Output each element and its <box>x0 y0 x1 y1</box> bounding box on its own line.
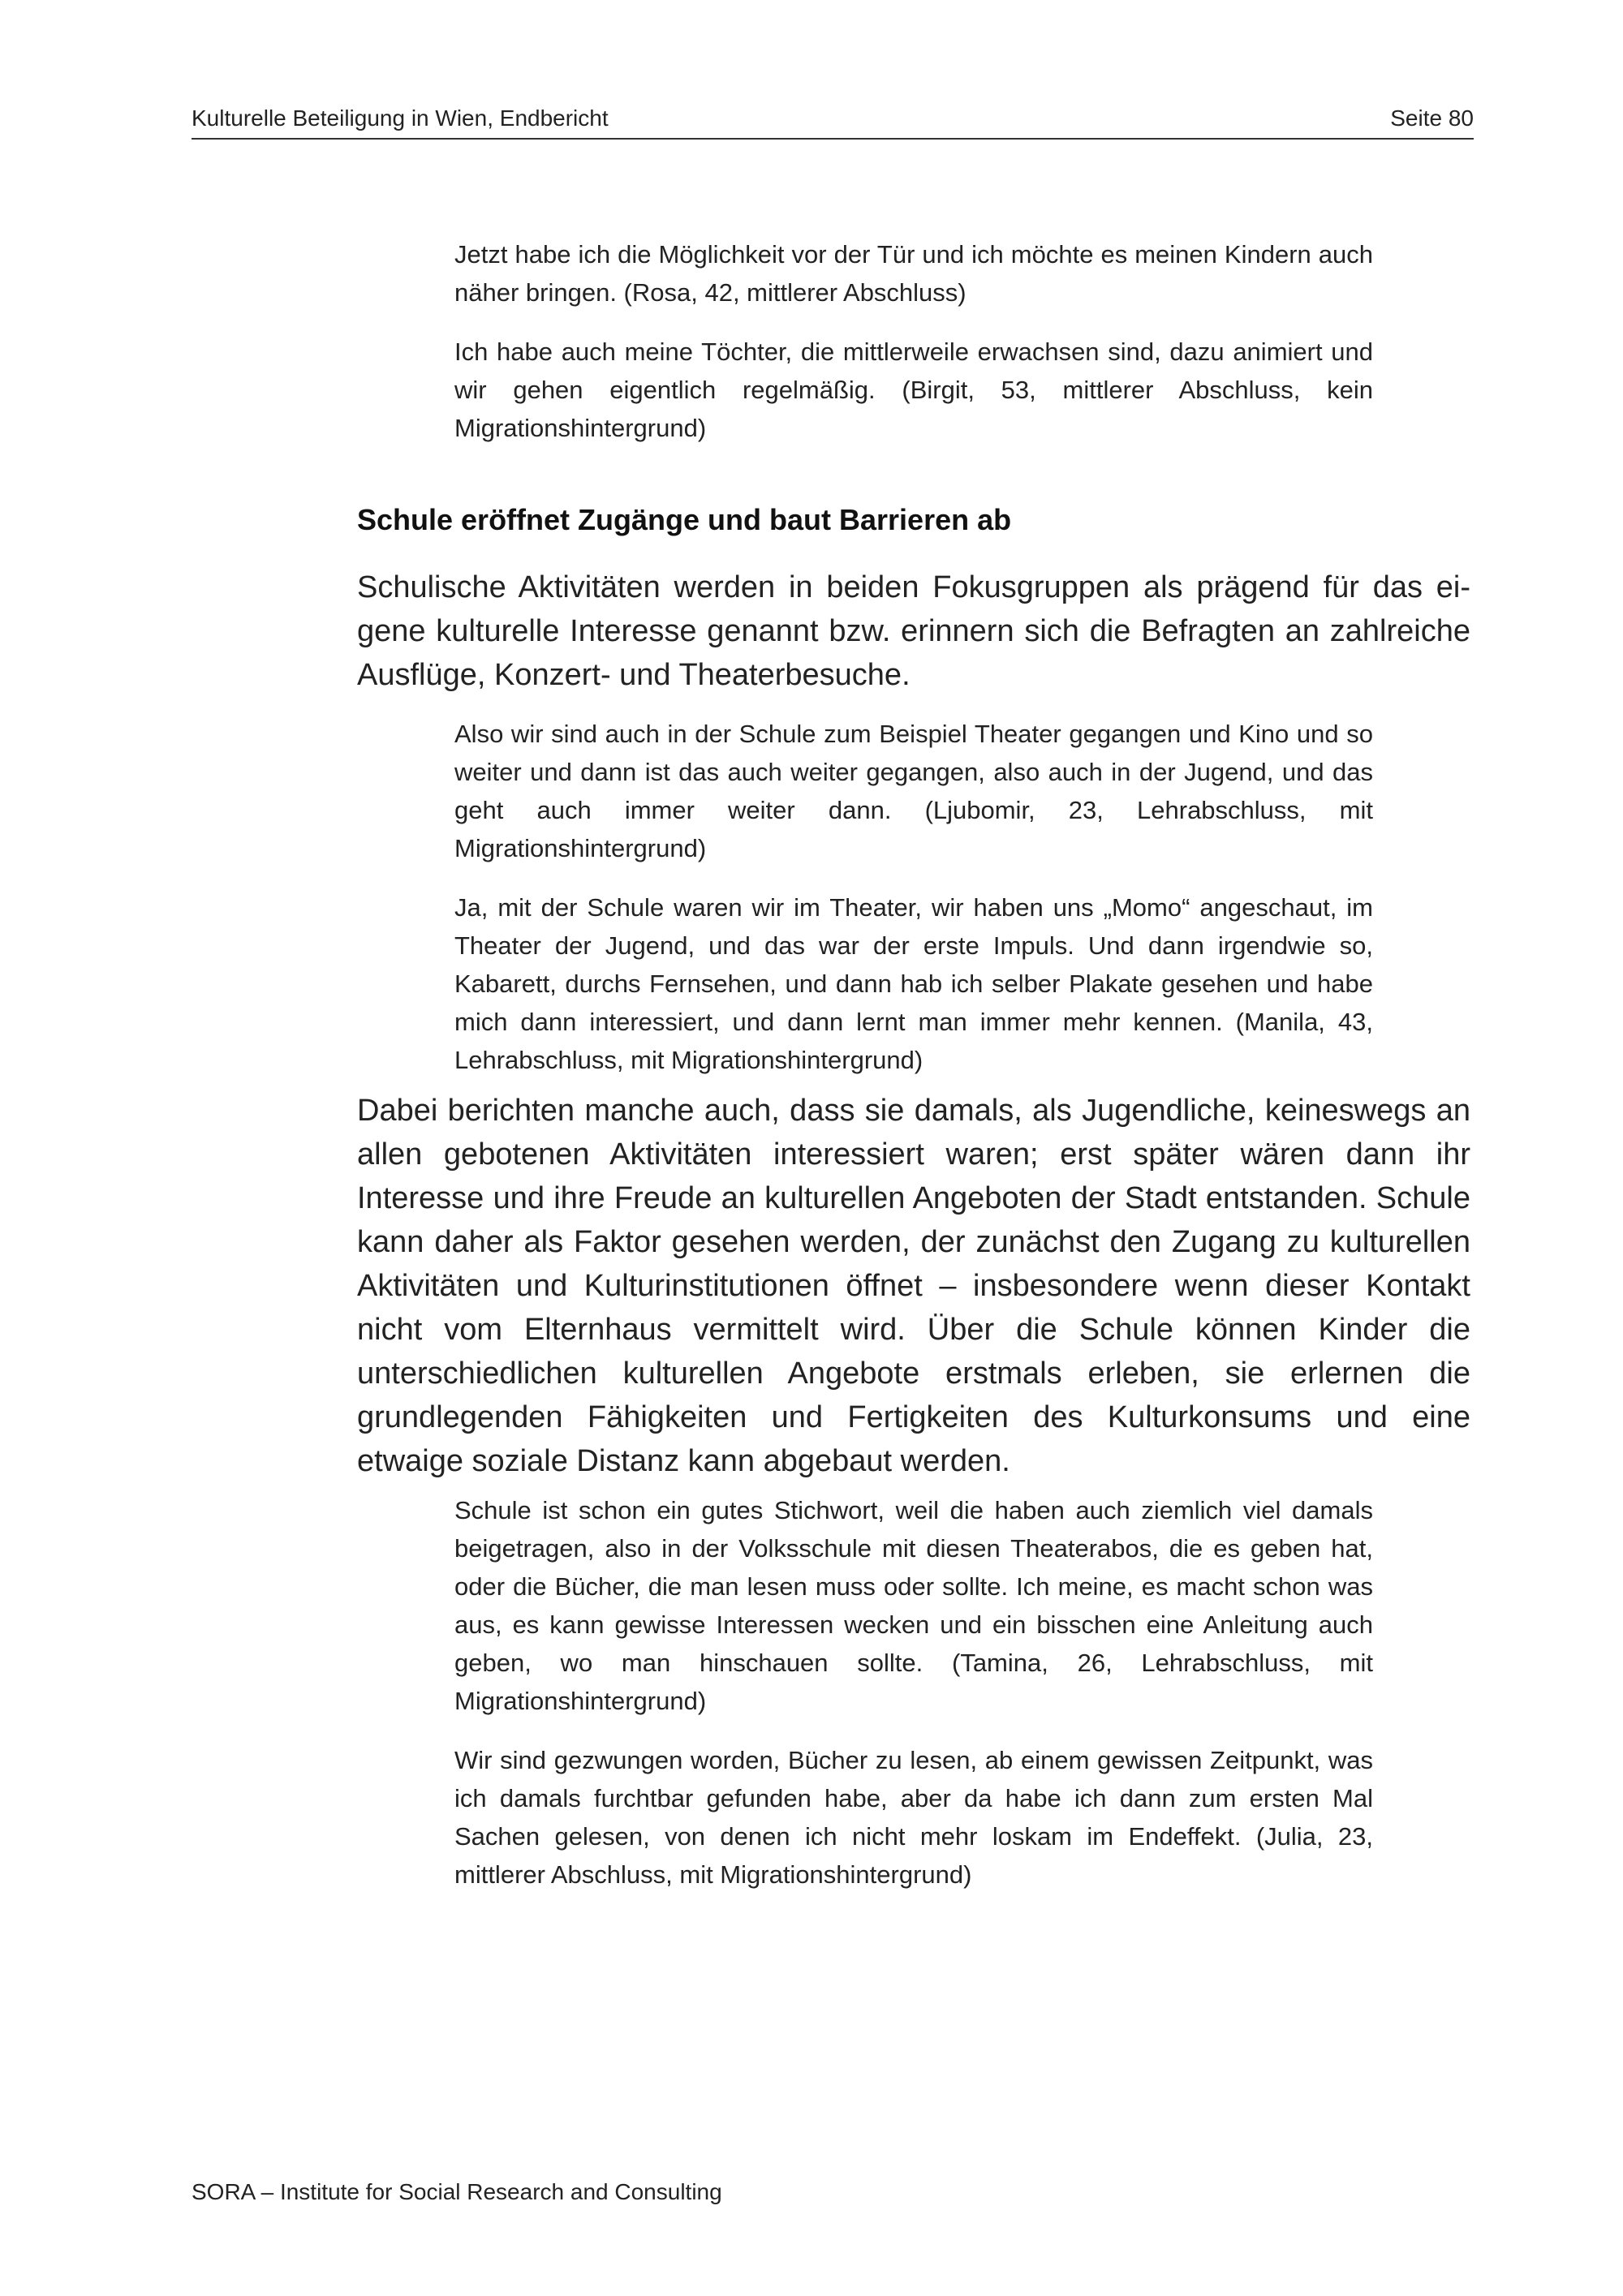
paragraph-dabei-berichten: Dabei berichten manche auch, dass sie damals, als Jugendliche, keineswegs an allen gebotenen Aktivitäten interessiert waren; erst später wären dann ihr Interesse und ihre Freude an kulturellen Angeboten der Stadt entstanden. Schule kann daher als Faktor gesehen werden, der zunächst den Zugang zu kulturellen Aktivitäten und Kulturinstitutionen öffnet – insbesondere wenn dieser Kontakt nicht vom Elternhaus vermittelt wird. Über die Schule können Kinder die unterschiedlichen kulturellen Angebote erstmals erleben, sie erlernen die grundlegenden Fähigkeiten und Fertigkeiten des Kulturkonsums und eine etwaige soziale Distanz kann abgebaut werden. <box>357 1094 1470 1478</box>
quote-tamina: Schule ist schon ein gutes Stichwort, weil die haben auch ziemlich viel damals beigetragen, also in der Volksschule mit diesen Theaterabos, die es geben hat, oder die Bücher, die man lesen muss oder sollte. Ich meine, es macht schon was aus, es kann gewisse Interessen wecken und ein bisschen eine Anleitung auch geben, wo man hinschauen sollte. (Tamina, 26, Lehrabschluss, mit Migrationshintergrund) <box>454 1496 1373 1715</box>
section-heading: Schule eröffnet Zugänge und baut Barrieren ab <box>357 503 1012 536</box>
quote-julia: Wir sind gezwungen worden, Bücher zu lesen, ab einem gewissen Zeitpunkt, was ich damals furchtbar gefunden habe, aber da habe ich dann zum ersten Mal Sachen gelesen, von denen ich nicht mehr loskam im Endeffekt. (Julia, 23, mittlerer Abschluss, mit Migrationshintergrund) <box>454 1746 1373 1889</box>
quote-manila: Ja, mit der Schule waren wir im Theater, wir haben uns „Momo“ angeschaut, im Theater der Jugend, und das war der erste Impuls. Und dann irgendwie so, Kabarett, durchs Fernsehen, und dann hab ich selber Plakate gesehen und habe mich dann interessiert, und dann lernt man immer mehr kennen. (Manila, 43, Lehrabschluss, mit Migrationshintergrund) <box>454 893 1373 1074</box>
page-header <box>192 104 1474 133</box>
page-footer: SORA – Institute for Social Research and Consulting <box>192 2179 722 2204</box>
main-content <box>357 235 1470 1894</box>
quote-rosa: Jetzt habe ich die Möglichkeit vor der Tür und ich möchte es meinen Kindern auch näher bringen. (Rosa, 42, mittlerer Abschluss) <box>454 240 1373 307</box>
page-number: Seite 80 <box>1390 105 1474 131</box>
paragraph-schulische-aktivitaeten: Schulische Aktivitäten werden in beiden Fokusgruppen als prägend für das eigene kulturelle Interesse genannt bzw. erinnern sich die Befragten an zahlreiche Ausflüge, Konzert- und Theaterbesuche. <box>357 570 1470 692</box>
quote-birgit: Ich habe auch meine Töchter, die mittlerweile erwachsen sind, dazu animiert und wir gehen eigentlich regelmäßig. (Birgit, 53, mittlerer Abschluss, kein Migrationshintergrund) <box>454 338 1373 442</box>
quote-ljubomir: Also wir sind auch in der Schule zum Beispiel Theater gegangen und Kino und so weiter und dann ist das auch weiter gegangen, also auch in der Jugend, und das geht auch immer weiter dann. (Ljubomir, 23, Lehrabschluss, mit Migrationshintergrund) <box>454 720 1373 862</box>
report-title: Kulturelle Beteiligung in Wien, Endbericht <box>192 105 609 131</box>
header-rule <box>192 138 1474 140</box>
